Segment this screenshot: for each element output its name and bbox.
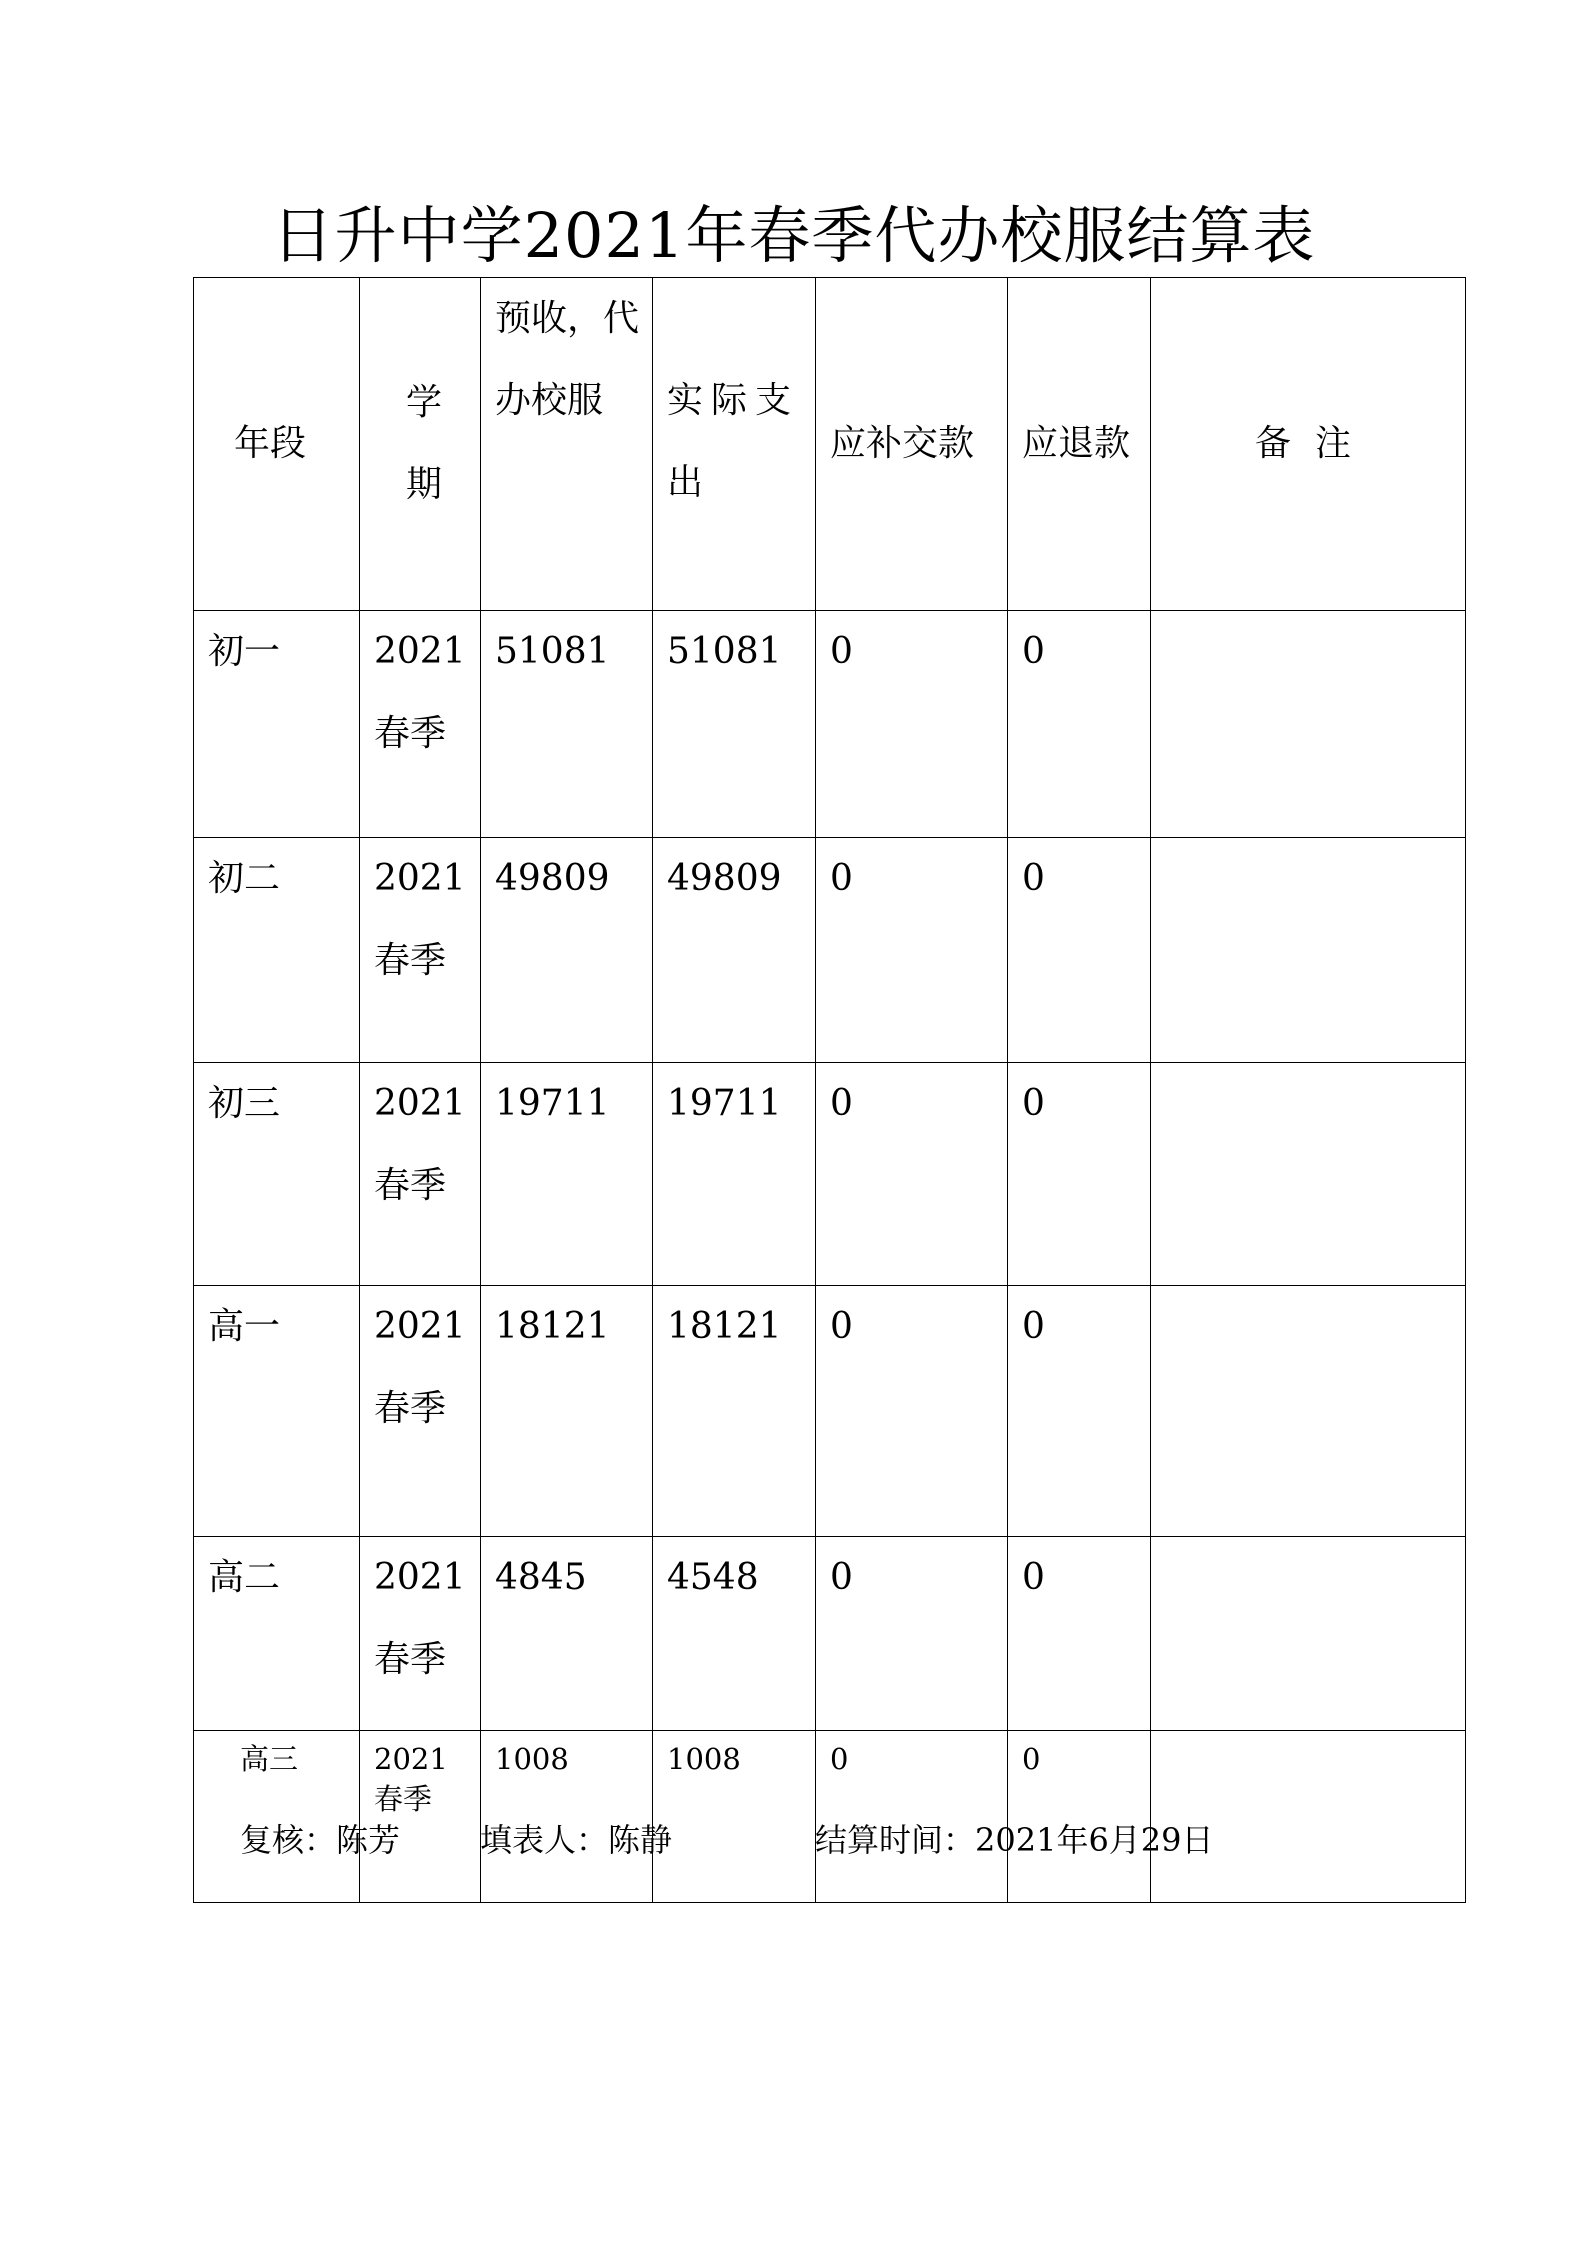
- term-cell: 2021 春季: [360, 1731, 481, 1903]
- prepaid-cell: 18121: [481, 1286, 653, 1537]
- supplement-cell: 0: [816, 1731, 1008, 1903]
- prepaid-cell: 19711: [481, 1063, 653, 1286]
- term-cell: 2021 春季: [360, 1063, 481, 1286]
- table-row: [194, 1063, 1466, 1286]
- grade-cell: 初一: [194, 611, 360, 838]
- reviewer-label: 复核：陈芳: [240, 1821, 401, 1859]
- note-cell: [1151, 1063, 1466, 1286]
- prepaid-cell: 4845: [481, 1537, 653, 1731]
- prepaid-cell: 51081: [481, 611, 653, 838]
- actual-cell: 1008: [653, 1731, 816, 1903]
- supplement-cell: 0: [816, 611, 1008, 838]
- table-row: [194, 1286, 1466, 1537]
- table-row: [194, 1537, 1466, 1731]
- header-note: 备注: [1151, 278, 1466, 611]
- refund-cell: 0: [1008, 1731, 1151, 1903]
- header-actual: 实际支 出: [653, 278, 816, 611]
- header-supplement: 应补交款: [816, 278, 1008, 611]
- actual-cell: 4548: [653, 1537, 816, 1731]
- refund-cell: 0: [1008, 838, 1151, 1063]
- supplement-cell: 0: [816, 1063, 1008, 1286]
- note-cell: [1151, 611, 1466, 838]
- refund-cell: 0: [1008, 1063, 1151, 1286]
- header-grade: 年段: [194, 278, 360, 611]
- prepaid-cell: 49809: [481, 838, 653, 1063]
- header-refund: 应退款: [1008, 278, 1151, 611]
- term-cell: 2021 春季: [360, 611, 481, 838]
- term-cell: 2021 春季: [360, 838, 481, 1063]
- note-cell: [1151, 1731, 1466, 1903]
- refund-cell: 0: [1008, 1286, 1151, 1537]
- supplement-cell: 0: [816, 838, 1008, 1063]
- grade-cell: 高三: [194, 1731, 360, 1903]
- table-row: [194, 838, 1466, 1063]
- settlement-table: [193, 277, 1466, 1903]
- note-cell: [1151, 1537, 1466, 1731]
- supplement-cell: 0: [816, 1537, 1008, 1731]
- actual-cell: 19711: [653, 1063, 816, 1286]
- header-term: 学 期: [360, 278, 481, 611]
- form-filler-label: 填表人：陈静: [480, 1821, 673, 1859]
- grade-cell: 初三: [194, 1063, 360, 1286]
- refund-cell: 0: [1008, 1537, 1151, 1731]
- prepaid-cell: 1008: [481, 1731, 653, 1903]
- grade-cell: 高二: [194, 1537, 360, 1731]
- supplement-cell: 0: [816, 1286, 1008, 1537]
- page-title: 日升中学2021年春季代办校服结算表: [271, 199, 1316, 272]
- note-cell: [1151, 838, 1466, 1063]
- grade-cell: 高一: [194, 1286, 360, 1537]
- term-cell: 2021 春季: [360, 1286, 481, 1537]
- actual-cell: 51081: [653, 611, 816, 838]
- note-cell: [1151, 1286, 1466, 1537]
- header-prepaid: 预收，代 办校服: [481, 278, 653, 611]
- refund-cell: 0: [1008, 611, 1151, 838]
- grade-cell: 初二: [194, 838, 360, 1063]
- actual-cell: 49809: [653, 838, 816, 1063]
- table-row: [194, 1731, 1466, 1903]
- table-header-row: [194, 278, 1466, 611]
- term-cell: 2021 春季: [360, 1537, 481, 1731]
- table-row: [194, 611, 1466, 838]
- settlement-date-label: 结算时间：2021年6月29日: [815, 1821, 1214, 1859]
- actual-cell: 18121: [653, 1286, 816, 1537]
